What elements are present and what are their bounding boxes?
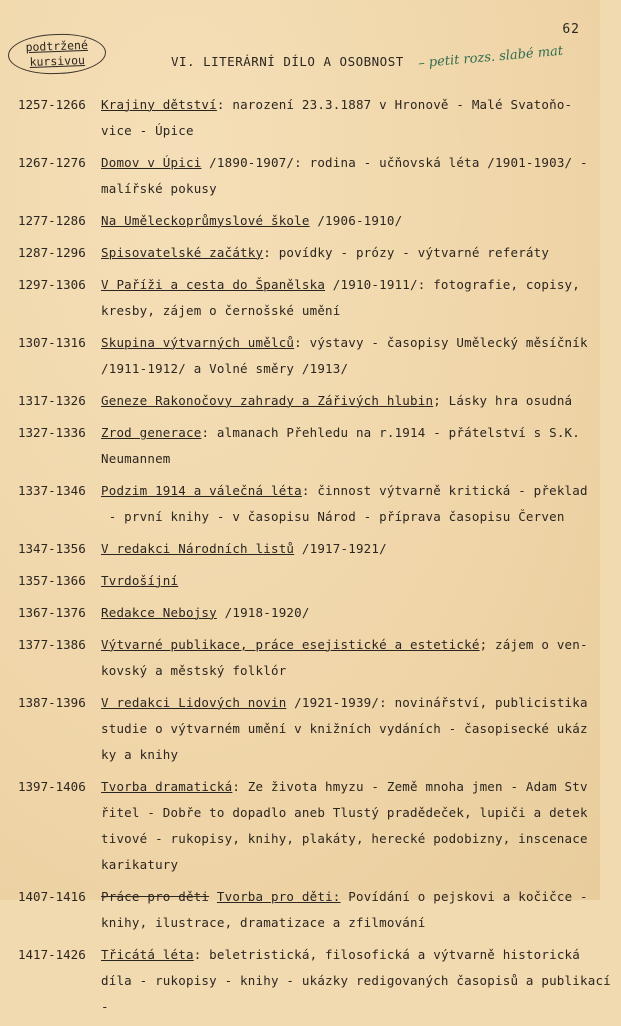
- entry-description: : Ze života hmyzu - Země mnoha jmen - Adam Stv řitel - Dobře to dopadlo aneb Tlustý pradědeček, lupiči a detek tivové - rukopisy, knihy, plakáty, herecké podobizny, inscenace karikatury: [101, 779, 588, 872]
- section-heading: VI. LITERÁRNÍ DÍLO A OSOBNOST: [171, 54, 404, 69]
- list-item: [0, 420, 600, 472]
- entry-range: 1387-1396: [18, 695, 86, 710]
- entry-text: [101, 478, 621, 530]
- list-item: [0, 388, 600, 414]
- entry-range: 1327-1336: [18, 425, 86, 440]
- entry-text: [101, 272, 621, 324]
- list-item: [0, 600, 600, 626]
- entry-title: Výtvarné publikace, práce esejistické a estetické: [101, 637, 480, 652]
- entry-range: 1297-1306: [18, 277, 86, 292]
- entry-title: Redakce Nebojsy: [101, 605, 217, 620]
- list-item: [0, 272, 600, 324]
- entry-title: V Paříži a cesta do Španělska: [101, 277, 326, 292]
- entry-text: [101, 600, 621, 626]
- entry-range: 1317-1326: [18, 393, 86, 408]
- entry-description: /1890-1907/: rodina - učňovská léta /1901-1903/ - malířské pokusy: [101, 155, 588, 196]
- list-item: [0, 478, 600, 530]
- entry-range: 1357-1366: [18, 573, 86, 588]
- stamp-line-2: kursivou: [29, 53, 86, 69]
- list-item: [0, 632, 600, 684]
- entry-text: [101, 536, 621, 562]
- list-item: [0, 92, 600, 144]
- entry-title: Spisovatelské začátky: [101, 245, 264, 260]
- entry-description: Povídání o pejskovi a kočičce - knihy, ilustrace, dramatizace a zfilmování: [101, 889, 588, 930]
- entry-description: : almanach Přehledu na r.1914 - přátelství s S.K. Neumannem: [101, 425, 580, 466]
- page-number: 62: [562, 22, 580, 37]
- list-item: [0, 330, 600, 382]
- entry-description: : narození 23.3.1887 v Hronově - Malé Svatoňo- vice - Úpice: [101, 97, 573, 138]
- entry-range: 1307-1316: [18, 335, 86, 350]
- entry-title: V redakci Národních listů: [101, 541, 295, 556]
- entry-range: 1397-1406: [18, 779, 86, 794]
- stamp-line-1: podtržené: [25, 37, 89, 55]
- entry-range: 1277-1286: [18, 213, 86, 228]
- entry-title: Na Uměleckoprůmyslové škole: [101, 213, 310, 228]
- entry-description: /1918-1920/: [216, 605, 310, 620]
- entry-range: 1367-1376: [18, 605, 86, 620]
- entry-text: [101, 330, 621, 382]
- list-item: [0, 240, 600, 266]
- entry-title: V redakci Lidových novin: [101, 695, 287, 710]
- list-item: [0, 884, 600, 936]
- list-item: [0, 568, 600, 594]
- entry-title: Krajiny dětství: [101, 97, 217, 112]
- entry-range: 1347-1356: [18, 541, 86, 556]
- entry-range: 1267-1276: [18, 155, 86, 170]
- entry-description: : činnost výtvarně kritická - překlad - první knihy - v časopisu Národ - příprava časopisu Červen: [108, 483, 588, 524]
- entry-text: [101, 208, 621, 234]
- entry-text: [101, 774, 621, 878]
- entry-range: 1287-1296: [18, 245, 86, 260]
- entry-title: Zrod generace: [101, 425, 202, 440]
- entry-title: Tvorba pro děti:: [216, 889, 341, 904]
- entry-range: 1417-1426: [18, 947, 86, 962]
- entry-description: : výstavy - časopisy Umělecký měsíčník /1911-1912/ a Volné směry /1913/: [101, 335, 588, 376]
- list-item: [0, 774, 600, 878]
- entry-description: /1917-1921/: [294, 541, 387, 556]
- entry-range: 1377-1386: [18, 637, 86, 652]
- entry-range: 1257-1266: [18, 97, 86, 112]
- entry-text: [101, 690, 621, 768]
- entry-text: [101, 150, 621, 202]
- list-item: [0, 150, 600, 202]
- entry-description: /1906-1910/: [309, 213, 403, 228]
- entry-description: /1921-1939/: novinářství, publicistika studie o výtvarném umění v knižních vydáních - časopisecké ukáz ky a knihy: [101, 695, 588, 762]
- entry-title: Tvorba dramatická: [101, 779, 233, 794]
- entry-text: [101, 942, 621, 1020]
- list-item: [0, 942, 611, 1020]
- entry-text: [101, 240, 621, 266]
- entry-range: 1337-1346: [18, 483, 86, 498]
- entry-title: Geneze Rakonočovy zahrady a Zářivých hlubin: [101, 393, 434, 408]
- entry-range: 1407-1416: [18, 889, 86, 904]
- entry-struck-text: Práce pro děti: [101, 889, 210, 904]
- entry-title: Podzim 1914 a válečná léta: [101, 483, 302, 498]
- entry-text: [101, 632, 621, 684]
- list-item: [0, 536, 600, 562]
- entry-text: [101, 388, 621, 414]
- entry-title: Domov v Úpici: [101, 155, 202, 170]
- entry-text: [101, 92, 621, 144]
- entry-title: Třicátá léta: [101, 947, 194, 962]
- list-item: [0, 208, 600, 234]
- entry-text: [101, 420, 621, 472]
- entry-list: [0, 92, 611, 1026]
- handwritten-note: – petit rozs. slabé mat: [417, 43, 564, 72]
- list-item: [0, 690, 600, 768]
- entry-description: ; zájem o ven- kovský a městský folklór: [101, 637, 588, 678]
- entry-description: ; Lásky hra osudná: [433, 393, 573, 408]
- entry-description: : beletristická, filosofická a výtvarně historická díla - rukopisy - knihy - ukázky redigovaných časopisů a publikací -: [101, 947, 611, 1014]
- entry-text: [101, 568, 621, 594]
- entry-title: Tvrdošíjní: [101, 573, 179, 588]
- entry-text: [101, 884, 621, 936]
- entry-description: /1910-1911/: fotografie, copisy, kresby, zájem o černošské umění: [101, 277, 580, 318]
- entry-description: : povídky - prózy - výtvarné referáty: [263, 245, 550, 260]
- entry-title: Skupina výtvarných umělců: [101, 335, 295, 350]
